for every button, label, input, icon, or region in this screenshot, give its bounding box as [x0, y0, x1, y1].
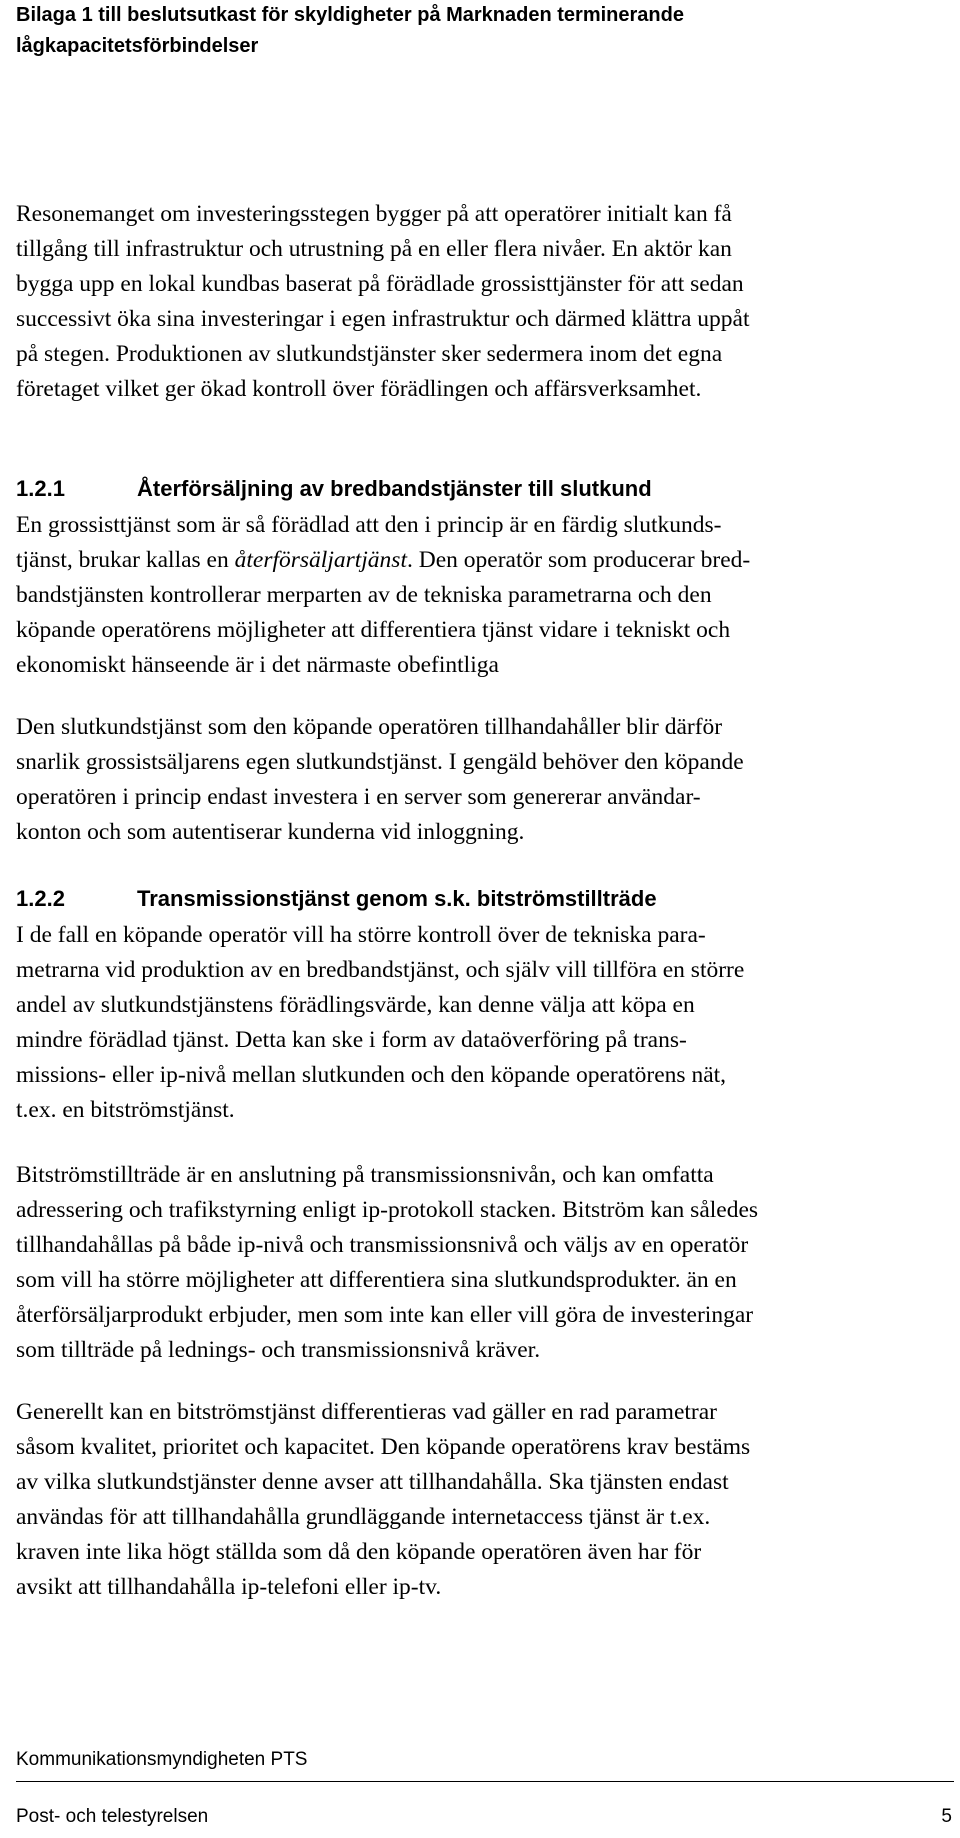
section-heading-1-2-1: [16, 474, 652, 504]
text-line: köpande operatörens möjligheter att differentiera tjänst vidare i tekniskt och: [16, 617, 731, 643]
document-header: [16, 0, 916, 62]
header-line-2: lågkapacitetsförbindelser: [16, 35, 259, 57]
text-line: Resonemanget om investeringsstegen bygger på att operatörer initialt kan få: [16, 201, 732, 227]
text-line: operatören i princip endast investera i en server som genererar användar-: [16, 784, 701, 810]
text-line: på stegen. Produktionen av slutkundstjänster sker sedermera inom det egna: [16, 341, 723, 367]
text-line: [16, 543, 946, 578]
text-line: som tillträde på lednings- och transmissionsnivå kräver.: [16, 1337, 541, 1363]
text-line: såsom kvalitet, prioritet och kapacitet. Den köpande operatörens krav bestäms: [16, 1434, 751, 1460]
paragraph-bitstream-differentiation: [16, 1395, 946, 1605]
text-line: bygga upp en lokal kundbas baserat på förädlade grossisttjänster för att sedan: [16, 271, 744, 297]
header-line-1: Bilaga 1 till beslutsutkast för skyldigheter på Marknaden terminerande: [16, 4, 684, 26]
section-title: Transmissionstjänst genom s.k. bitströmstillträde: [137, 886, 657, 911]
paragraph-bitstream-access: [16, 1158, 946, 1368]
text-line: tillgång till infrastruktur och utrustning på en eller flera nivåer. En aktör kan: [16, 236, 732, 262]
text-line: adressering och trafikstyrning enligt ip-protokoll stacken. Bitström kan således: [16, 1197, 759, 1223]
text-line: successivt öka sina investeringar i egen infrastruktur och därmed klättra uppåt: [16, 306, 750, 332]
section-heading-1-2-2: [16, 884, 657, 914]
text-line: t.ex. en bitströmstjänst.: [16, 1097, 235, 1123]
text-line: tillhandahållas på både ip-nivå och transmissionsnivå och väljs av en operatör: [16, 1232, 749, 1258]
text-line: ekonomiskt hänseende är i det närmaste obefintliga: [16, 652, 499, 678]
text-line: snarlik grossistsäljarens egen slutkundstjänst. I gengäld behöver den köpande: [16, 749, 744, 775]
section-number: 1.2.1: [16, 476, 65, 501]
text-line: avsikt att tillhandahålla ip-telefoni eller ip-tv.: [16, 1574, 442, 1600]
text-line: av vilka slutkundstjänster denne avser att tillhandahålla. Ska tjänsten endast: [16, 1469, 729, 1495]
text-line: Generellt kan en bitströmstjänst differentieras vad gäller en rad parametrar: [16, 1399, 718, 1425]
text-fragment: . Den operatör som producerar bred-: [407, 547, 751, 573]
section-title: Återförsäljning av bredbandstjänster till slutkund: [137, 476, 652, 501]
footer-divider: [16, 1781, 954, 1782]
text-line: användas för att tillhandahålla grundläggande internetaccess tjänst är t.ex.: [16, 1504, 711, 1530]
text-line: Bitströmstillträde är en anslutning på transmissionsnivån, och kan omfatta: [16, 1162, 714, 1188]
footer-organization: Post- och telestyrelsen: [16, 1806, 209, 1827]
text-line: företaget vilket ger ökad kontroll över förädlingen och affärsverksamhet.: [16, 376, 702, 402]
text-line: konton och som autentiserar kunderna vid inloggning.: [16, 819, 525, 845]
text-line: missions- eller ip-nivå mellan slutkunden och den köpande operatörens nät,: [16, 1062, 727, 1088]
text-fragment: tjänst, brukar kallas en: [16, 547, 235, 573]
page-number: 5: [941, 1806, 952, 1827]
text-line: återförsäljarprodukt erbjuder, men som inte kan eller vill göra de investeringar: [16, 1302, 754, 1328]
paragraph-investment-ladder: [16, 197, 946, 407]
paragraph-resale: [16, 508, 946, 683]
section-number: 1.2.2: [16, 886, 65, 911]
text-line: Den slutkundstjänst som den köpande operatören tillhandahåller blir därför: [16, 714, 723, 740]
emphasized-term: återförsäljartjänst: [234, 547, 407, 573]
text-line: bandstjänsten kontrollerar merparten av de tekniska parametrarna och den: [16, 582, 712, 608]
text-line: andel av slutkundstjänstens förädlingsvärde, kan denne välja att köpa en: [16, 992, 695, 1018]
text-line: kraven inte lika högt ställda som då den köpande operatören även har för: [16, 1539, 702, 1565]
text-line: I de fall en köpande operatör vill ha större kontroll över de tekniska para-: [16, 922, 706, 948]
footer-agency: Kommunikationsmyndigheten PTS: [16, 1749, 308, 1770]
text-line: En grossisttjänst som är så förädlad att den i princip är en färdig slutkunds-: [16, 512, 722, 538]
text-line: metrarna vid produktion av en bredbandstjänst, och själv vill tillföra en större: [16, 957, 745, 983]
paragraph-transmission-service: [16, 918, 946, 1128]
text-line: som vill ha större möjligheter att differentiera sina slutkundsprodukter. än en: [16, 1267, 737, 1293]
text-line: mindre förädlad tjänst. Detta kan ske i form av dataöverföring på trans-: [16, 1027, 687, 1053]
paragraph-end-customer-service: [16, 710, 946, 850]
